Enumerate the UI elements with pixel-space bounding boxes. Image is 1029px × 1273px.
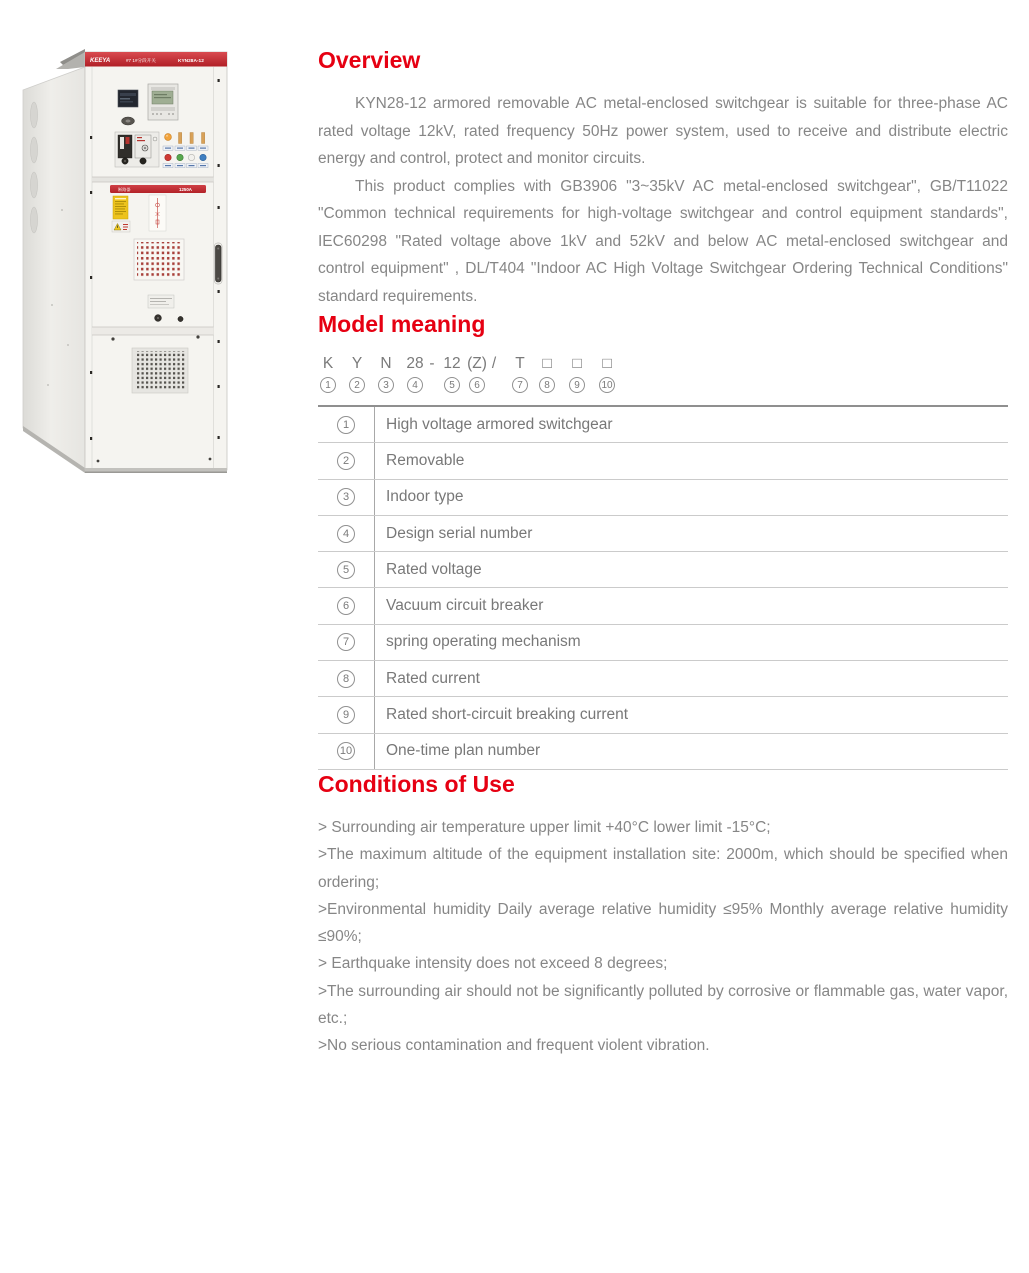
table-row xyxy=(318,516,1008,552)
circled-number: 4 xyxy=(337,525,355,543)
table-cell-label: Rated short-circuit breaking current xyxy=(386,706,629,724)
switchgear-cabinet-image xyxy=(10,40,300,480)
warning-triangle-label xyxy=(112,221,130,232)
model-meaning-table xyxy=(318,405,1008,770)
model-code-col-box3 xyxy=(595,354,619,393)
circled-number: 10 xyxy=(599,377,615,393)
circled-number: 4 xyxy=(407,377,423,393)
circled-number: 6 xyxy=(469,377,485,393)
table-cell-number xyxy=(318,588,375,623)
table-cell-label: Indoor type xyxy=(386,488,464,506)
circled-number: 2 xyxy=(349,377,365,393)
table-row xyxy=(318,480,1008,516)
model-code-col-y xyxy=(345,354,369,393)
circled-number: 1 xyxy=(337,416,355,434)
overview-heading: Overview xyxy=(318,47,421,73)
cabinet-brand-text: KEEYA xyxy=(90,58,111,65)
rating-strip xyxy=(110,185,206,193)
door-divider-1 xyxy=(92,177,214,182)
model-meaning-heading: Model meaning xyxy=(318,311,486,337)
model-code-symbol: □ xyxy=(542,355,552,372)
model-code-symbol: / xyxy=(491,355,497,372)
compartment-label-text: 断路器 xyxy=(118,187,131,193)
cabinet-side-panel xyxy=(23,67,85,473)
cabinet-banner-text: #7 1#分段开关 xyxy=(126,57,156,63)
table-row xyxy=(318,697,1008,733)
table-cell-label: Design serial number xyxy=(386,524,533,542)
table-cell-number xyxy=(318,443,375,478)
table-row xyxy=(318,443,1008,479)
table-cell-label: spring operating mechanism xyxy=(386,633,581,651)
nameplate xyxy=(148,295,174,308)
table-cell-number xyxy=(318,407,375,442)
condition-item: > Surrounding air temperature upper limit +40°C lower limit -15°C; xyxy=(318,818,771,836)
protection-relay-meter xyxy=(148,84,178,120)
table-cell-number xyxy=(318,516,375,551)
model-code-symbol: N xyxy=(380,355,392,372)
cabinet-banner-model: KYN28A-12 xyxy=(178,58,204,64)
circled-number: 7 xyxy=(337,633,355,651)
table-cell-label: High voltage armored switchgear xyxy=(386,415,613,433)
table-cell-label: One-time plan number xyxy=(386,742,541,760)
table-cell-number xyxy=(318,734,375,769)
breaker-control-panel xyxy=(115,132,159,167)
circled-number: 2 xyxy=(337,452,355,470)
circled-number: 1 xyxy=(320,377,336,393)
model-code-col-k xyxy=(316,354,340,393)
table-row xyxy=(318,734,1008,770)
cabinet-brand-banner xyxy=(85,52,227,67)
inspection-vent-window xyxy=(134,239,184,280)
model-code-col-slash xyxy=(482,354,506,398)
condition-item: > Earthquake intensity does not exceed 8 degrees; xyxy=(318,955,668,973)
table-cell-label: Rated current xyxy=(386,669,480,687)
model-code-symbol: - xyxy=(429,355,435,372)
cabinet-top-edge xyxy=(56,49,85,69)
compartment-rating-text: 1250A xyxy=(179,187,192,193)
condition-item: >No serious contamination and frequent violent vibration. xyxy=(318,1037,710,1055)
model-code-symbol: □ xyxy=(572,355,582,372)
table-cell-label: Removable xyxy=(386,451,465,469)
model-code-symbol: Y xyxy=(351,355,363,372)
circuit-diagram-label xyxy=(149,195,166,231)
table-cell-number xyxy=(318,480,375,515)
circled-number: 7 xyxy=(512,377,528,393)
model-code-col-box2 xyxy=(565,354,589,393)
model-code-diagram xyxy=(318,354,1008,396)
table-row xyxy=(318,625,1008,661)
circled-number: 3 xyxy=(378,377,394,393)
model-code-col-n xyxy=(374,354,398,393)
model-code-symbol: □ xyxy=(602,355,612,372)
circled-number: 3 xyxy=(337,488,355,506)
model-code-symbol: (Z) xyxy=(467,355,487,372)
door-lock xyxy=(178,316,183,321)
model-code-symbol: 28 xyxy=(406,355,424,372)
circled-number: 8 xyxy=(337,670,355,688)
condition-item: >The surrounding air should not be significantly polluted by corrosive or flammable gas, water vapor, etc.; xyxy=(318,982,1008,1028)
model-code-col-box1 xyxy=(535,354,559,393)
model-code-symbol: K xyxy=(322,355,334,372)
model-code-col-12 xyxy=(440,354,464,393)
conditions-heading: Conditions of Use xyxy=(318,770,515,797)
circled-number: 9 xyxy=(569,377,585,393)
table-row xyxy=(318,588,1008,624)
table-cell-number xyxy=(318,697,375,732)
table-cell-label: Vacuum circuit breaker xyxy=(386,597,544,615)
model-code-symbol: T xyxy=(515,355,525,372)
table-row xyxy=(318,661,1008,697)
cabinet-bottom-door xyxy=(132,348,188,393)
condition-item: >Environmental humidity Daily average relative humidity ≤95% Monthly average relative humidity ≤90%; xyxy=(318,900,1008,946)
condition-item: >The maximum altitude of the equipment installation site: 2000m, which should be specified when ordering; xyxy=(318,846,1008,891)
oval-switch xyxy=(122,117,135,125)
circled-number: 9 xyxy=(337,706,355,724)
content-column xyxy=(318,46,1008,1060)
table-row xyxy=(318,552,1008,588)
circled-number: 8 xyxy=(539,377,555,393)
circled-number: 10 xyxy=(337,742,355,760)
model-code-symbol: 12 xyxy=(443,355,461,372)
table-cell-number xyxy=(318,625,375,660)
overview-paragraph-1: KYN28-12 armored removable AC metal-enclosed switchgear is suitable for three-phase AC rated voltage 12kV, rated frequency 50Hz power system, used to receive and distribute electric energy and control, protect and monitor circuits. xyxy=(318,95,1008,167)
digital-display xyxy=(118,90,138,107)
model-code-col-t xyxy=(508,354,532,393)
table-row xyxy=(318,407,1008,443)
table-cell-label: Rated voltage xyxy=(386,560,482,578)
table-cell-number xyxy=(318,552,375,587)
table-cell-number xyxy=(318,661,375,696)
circled-number: 5 xyxy=(337,561,355,579)
circled-number: 5 xyxy=(444,377,460,393)
switchgear-cabinet-graphic xyxy=(10,40,300,480)
overview-paragraph-2: This product complies with GB3906 "3~35kV AC metal-enclosed switchgear", GB/T11022 "Common technical requirements for high-voltage switchgear and control equipment standards", IEC60298 "Rated voltage above 1kV and 52kV and below AC metal-enclosed switchgear and control equipment" , DL/T404 "Indoor AC High Voltage Switchgear Ordering Technical Conditions" standard requirements. xyxy=(318,177,1008,305)
circled-number: 6 xyxy=(337,597,355,615)
cabinet-front-panel xyxy=(85,52,227,473)
yellow-notice-label xyxy=(113,196,128,219)
door-handle xyxy=(215,243,223,284)
